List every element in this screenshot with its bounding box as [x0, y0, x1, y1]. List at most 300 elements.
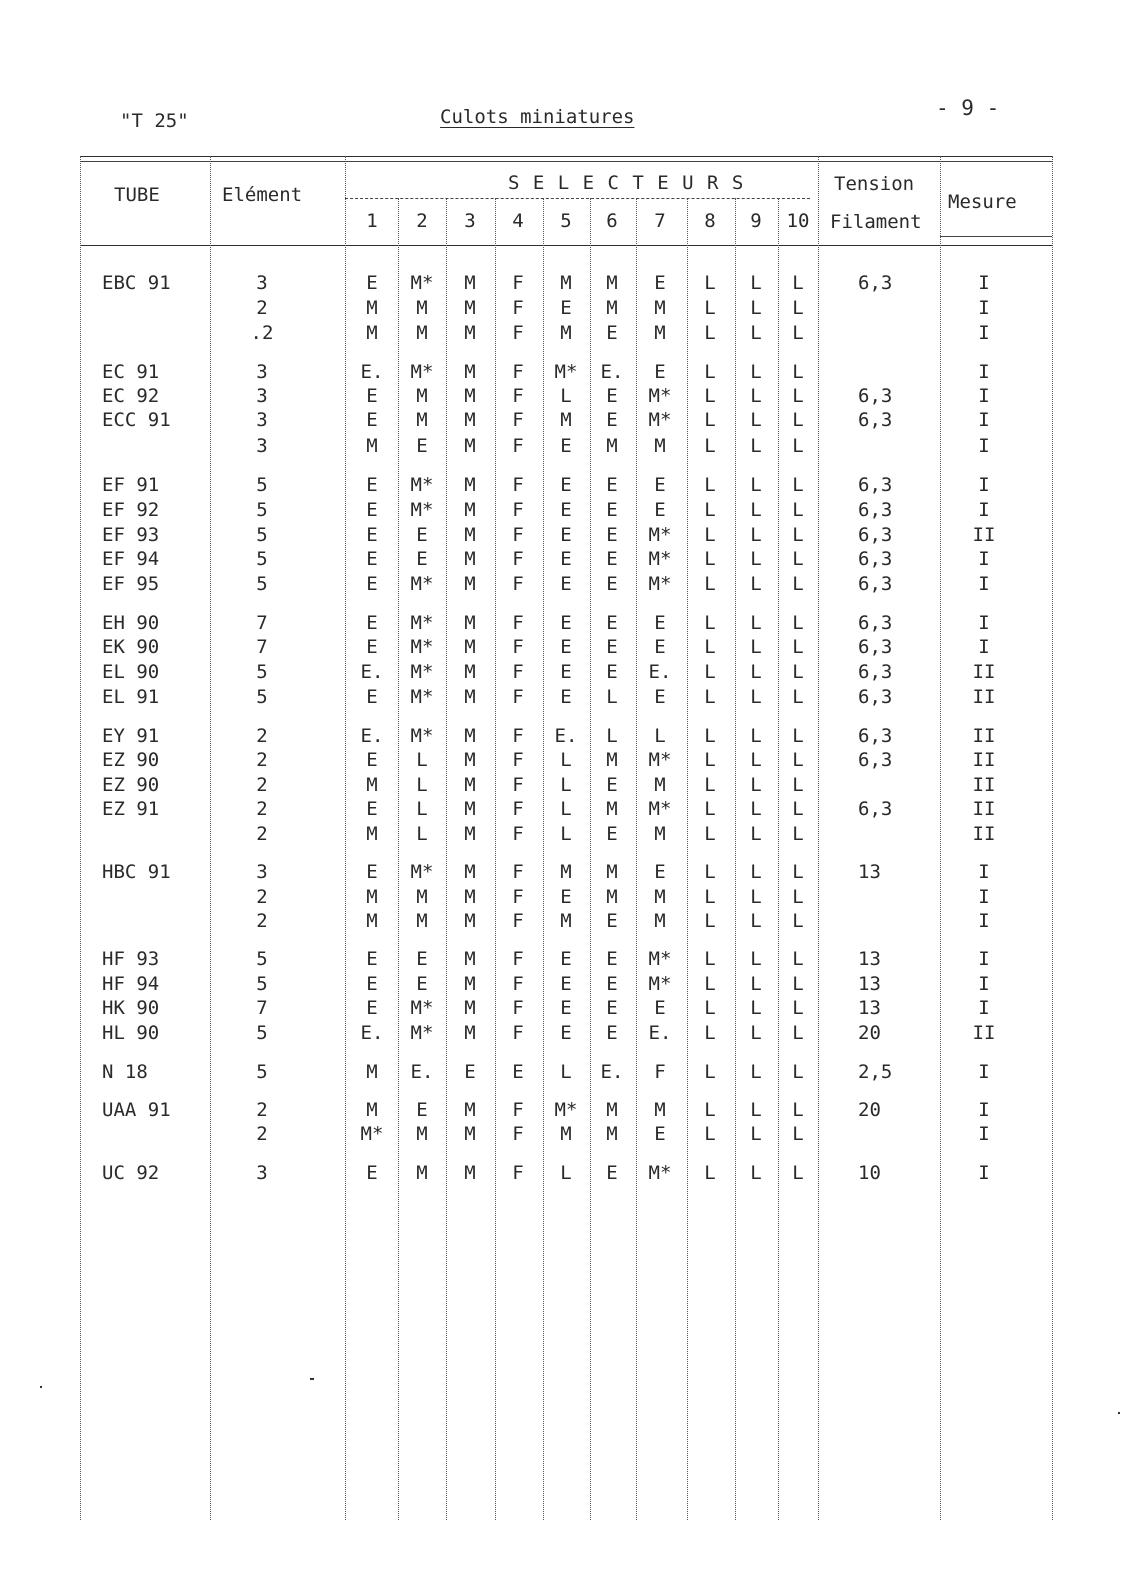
selector-value: E [606, 385, 618, 407]
selector-value: L [792, 725, 804, 747]
selector-value: E [654, 636, 666, 658]
selector-value: E [606, 823, 618, 845]
selector-value: F [512, 1022, 524, 1044]
selector-value: L [416, 798, 428, 820]
selector-value: F [512, 774, 524, 796]
tension-filament: 6,3 [858, 686, 893, 708]
tension-filament: 13 [858, 997, 881, 1019]
tube-name: HL 90 [102, 1022, 160, 1044]
selector-value: L [792, 524, 804, 546]
tube-name: HBC 91 [102, 861, 171, 883]
selector-value: F [512, 798, 524, 820]
selector-value: L [704, 823, 716, 845]
tube-name: EZ 90 [102, 774, 160, 796]
selector-value: M [464, 973, 476, 995]
selector-value: L [704, 409, 716, 431]
selector-value: L [704, 1022, 716, 1044]
selector-value: M [464, 749, 476, 771]
selector-value: E [654, 997, 666, 1019]
selector-value: M [654, 435, 666, 457]
selector-value: M [606, 1099, 618, 1121]
mesure-rule [940, 236, 1052, 237]
mesure-value: I [978, 886, 990, 908]
selector-value: L [750, 725, 762, 747]
selector-value: E [606, 910, 618, 932]
selector-value: E [366, 636, 378, 658]
mesure-value: I [978, 474, 990, 496]
tension-filament: 6,3 [858, 548, 893, 570]
selector-number-9: 9 [750, 210, 762, 232]
selector-value: M [464, 409, 476, 431]
selector-value: M [416, 886, 428, 908]
selector-value: E [606, 612, 618, 634]
selector-value: L [704, 948, 716, 970]
selector-value: L [792, 1099, 804, 1121]
selector-value: M [654, 823, 666, 845]
selector-value: E [560, 948, 572, 970]
selector-value: E [366, 524, 378, 546]
selector-value: L [750, 686, 762, 708]
selector-value: F [512, 548, 524, 570]
selector-value: E [416, 524, 428, 546]
mesure-value: I [978, 910, 990, 932]
selector-value: L [704, 474, 716, 496]
element-count: 7 [256, 636, 268, 658]
selector-value: E [366, 409, 378, 431]
selector-value: E [654, 861, 666, 883]
tube-name: HF 93 [102, 948, 160, 970]
selector-value: L [654, 725, 666, 747]
selector-value: E [606, 1022, 618, 1044]
selector-number-7: 7 [654, 210, 666, 232]
selector-value: E [560, 524, 572, 546]
selector-value: L [792, 612, 804, 634]
selector-value: M* [648, 948, 672, 970]
selector-value: M* [410, 272, 434, 294]
element-count: 5 [256, 1022, 268, 1044]
element-count: 7 [256, 997, 268, 1019]
selector-value: L [792, 361, 804, 383]
selector-value: M [464, 997, 476, 1019]
selector-value: M [366, 823, 378, 845]
selector-value: L [704, 1099, 716, 1121]
selector-value: M [654, 297, 666, 319]
selector-value: L [792, 409, 804, 431]
tension-filament: 6,3 [858, 573, 893, 595]
selector-value: M* [554, 1099, 578, 1121]
element-count: 2 [256, 297, 268, 319]
tube-name: EF 95 [102, 573, 160, 595]
selector-value: L [704, 322, 716, 344]
tube-name: EF 94 [102, 548, 160, 570]
selector-value: L [704, 686, 716, 708]
selector-value: L [560, 749, 572, 771]
selector-value: F [512, 272, 524, 294]
selector-value: E [654, 474, 666, 496]
selector-value: L [750, 997, 762, 1019]
tube-name: EF 91 [102, 474, 160, 496]
selector-value: E [464, 1061, 476, 1083]
selector-value: M [366, 910, 378, 932]
selector-value: M* [554, 361, 578, 383]
selector-value: E [654, 499, 666, 521]
selector-value: E. [360, 661, 384, 683]
tube-name: EK 90 [102, 636, 160, 658]
selector-value: E [366, 573, 378, 595]
selector-value: E [606, 524, 618, 546]
selector-value: L [704, 499, 716, 521]
selector-value: M* [410, 361, 434, 383]
selector-value: L [560, 774, 572, 796]
element-count: 5 [256, 948, 268, 970]
selector-value: E [560, 886, 572, 908]
selector-value: F [512, 997, 524, 1019]
selector-number-1: 1 [366, 210, 378, 232]
tube-name: EY 91 [102, 725, 160, 747]
selector-value: F [512, 573, 524, 595]
divider-s3 [495, 198, 496, 1520]
selector-value: M* [648, 749, 672, 771]
selector-value: M* [648, 385, 672, 407]
selector-value: M [606, 272, 618, 294]
tube-name: HK 90 [102, 997, 160, 1019]
selector-value: L [750, 297, 762, 319]
element-count: 2 [256, 823, 268, 845]
selector-value: E [606, 774, 618, 796]
selector-value: L [750, 385, 762, 407]
element-count: 2 [256, 1099, 268, 1121]
selector-value: M [464, 548, 476, 570]
selector-value: M [560, 409, 572, 431]
selector-value: L [704, 661, 716, 683]
selector-value: M [366, 886, 378, 908]
selector-value: F [512, 861, 524, 883]
selector-value: E [606, 499, 618, 521]
selector-value: L [792, 297, 804, 319]
mesure-value: II [972, 774, 996, 796]
selector-value: E [366, 686, 378, 708]
tube-name: UAA 91 [102, 1099, 171, 1121]
selector-value: L [750, 499, 762, 521]
mesure-value: II [972, 1022, 996, 1044]
selector-value: L [560, 823, 572, 845]
element-count: 5 [256, 548, 268, 570]
selector-value: E. [360, 361, 384, 383]
selector-value: M* [410, 499, 434, 521]
selector-value: E. [410, 1061, 434, 1083]
selector-value: M [366, 774, 378, 796]
tube-name: EF 92 [102, 499, 160, 521]
selector-value: L [704, 1061, 716, 1083]
selector-value: E [366, 474, 378, 496]
element-count: 3 [256, 409, 268, 431]
mesure-value: I [978, 322, 990, 344]
selector-value: L [792, 573, 804, 595]
mesure-value: I [978, 409, 990, 431]
selector-value: M [464, 1022, 476, 1044]
selector-value: M [464, 886, 476, 908]
tube-name: EZ 91 [102, 798, 160, 820]
selector-value: F [512, 910, 524, 932]
selector-value: M [416, 1162, 428, 1184]
selector-number-2: 2 [416, 210, 428, 232]
selector-value: L [704, 725, 716, 747]
divider-element [345, 156, 346, 1520]
divider-s6 [636, 198, 637, 1520]
selector-value: L [704, 910, 716, 932]
selector-value: F [512, 474, 524, 496]
element-count: 5 [256, 1061, 268, 1083]
selector-value: E [512, 1061, 524, 1083]
selector-value: L [750, 524, 762, 546]
selector-value: M [464, 524, 476, 546]
selector-value: E [366, 499, 378, 521]
border-right [1052, 156, 1053, 1520]
mesure-value: I [978, 973, 990, 995]
element-count: 5 [256, 973, 268, 995]
selector-value: F [512, 1162, 524, 1184]
divider-s4 [543, 198, 544, 1520]
selector-value: M [654, 774, 666, 796]
selector-value: L [792, 973, 804, 995]
selector-value: L [792, 910, 804, 932]
mesure-value: I [978, 997, 990, 1019]
selector-value: E [560, 997, 572, 1019]
selector-value: M* [410, 573, 434, 595]
tube-name: EZ 90 [102, 749, 160, 771]
element-count: 3 [256, 861, 268, 883]
selector-value: L [792, 749, 804, 771]
selector-value: E [560, 297, 572, 319]
selector-value: M [606, 1123, 618, 1145]
divider-s2 [446, 198, 447, 1520]
selector-value: E [654, 1123, 666, 1145]
selector-value: L [750, 612, 762, 634]
selector-value: M [464, 499, 476, 521]
selector-value: L [750, 886, 762, 908]
header-selecteurs: S E L E C T E U R S [508, 172, 745, 194]
speck [1118, 1412, 1120, 1414]
selector-value: M [416, 910, 428, 932]
top-rule-1 [80, 156, 1052, 157]
header-tube: TUBE [114, 184, 160, 206]
mesure-value: II [972, 823, 996, 845]
selector-value: L [560, 385, 572, 407]
selector-value: F [512, 499, 524, 521]
tension-filament: 2,5 [858, 1061, 893, 1083]
selector-value: L [704, 1162, 716, 1184]
selector-value: L [704, 973, 716, 995]
selector-value: L [792, 823, 804, 845]
selector-value: M [464, 612, 476, 634]
selector-value: M* [410, 612, 434, 634]
selector-value: M [654, 886, 666, 908]
selector-value: L [750, 435, 762, 457]
selector-value: E [606, 548, 618, 570]
selector-value: L [792, 499, 804, 521]
selector-value: F [512, 823, 524, 845]
selector-value: L [704, 774, 716, 796]
tension-filament: 6,3 [858, 612, 893, 634]
selector-value: L [750, 749, 762, 771]
selector-value: M* [410, 661, 434, 683]
selector-value: L [704, 548, 716, 570]
selector-value: L [792, 1123, 804, 1145]
header-filament: Filament [830, 211, 922, 233]
element-count: .2 [250, 322, 274, 344]
selector-value: M [606, 749, 618, 771]
selector-value: E [606, 573, 618, 595]
selector-value: E [560, 474, 572, 496]
selector-value: E [366, 948, 378, 970]
mesure-value: I [978, 612, 990, 634]
selector-value: L [704, 573, 716, 595]
element-count: 2 [256, 798, 268, 820]
mesure-value: I [978, 499, 990, 521]
selector-value: M [606, 798, 618, 820]
selector-value: E [560, 612, 572, 634]
selector-value: L [750, 636, 762, 658]
mesure-value: I [978, 573, 990, 595]
selector-value: M* [410, 686, 434, 708]
selector-value: M* [648, 973, 672, 995]
selector-value: L [792, 1061, 804, 1083]
selector-value: M [606, 861, 618, 883]
tension-filament: 13 [858, 948, 881, 970]
selector-value: M [464, 361, 476, 383]
selector-value: M [416, 322, 428, 344]
selector-value: M [366, 1099, 378, 1121]
selector-value: L [560, 798, 572, 820]
divider-selecteurs [818, 156, 819, 1520]
selector-value: L [416, 749, 428, 771]
top-rule-2 [80, 161, 1052, 162]
mesure-value: II [972, 798, 996, 820]
selector-value: F [512, 686, 524, 708]
element-count: 3 [256, 385, 268, 407]
element-count: 7 [256, 612, 268, 634]
mesure-value: I [978, 361, 990, 383]
tension-filament: 13 [858, 861, 881, 883]
divider-s7 [687, 198, 688, 1520]
selector-value: M [366, 1061, 378, 1083]
selector-value: M [464, 1123, 476, 1145]
selector-value: M [654, 910, 666, 932]
header-element: Elément [222, 184, 303, 206]
selector-value: L [704, 272, 716, 294]
selector-value: M [464, 661, 476, 683]
selector-value: L [704, 524, 716, 546]
selector-value: M [654, 1099, 666, 1121]
selector-value: M [606, 297, 618, 319]
selector-value: M [464, 798, 476, 820]
selector-value: E [606, 1162, 618, 1184]
element-count: 5 [256, 524, 268, 546]
mesure-value: I [978, 548, 990, 570]
selector-value: L [750, 322, 762, 344]
selector-value: L [606, 725, 618, 747]
selector-value: E [560, 548, 572, 570]
selector-value: M* [410, 474, 434, 496]
element-count: 5 [256, 686, 268, 708]
selector-value: E [606, 409, 618, 431]
selector-value: M* [410, 861, 434, 883]
selector-value: M* [648, 1162, 672, 1184]
selector-value: L [750, 973, 762, 995]
element-count: 2 [256, 1123, 268, 1145]
selector-value: L [750, 661, 762, 683]
selector-value: L [750, 1123, 762, 1145]
selector-value: M* [410, 725, 434, 747]
selector-value: E [366, 798, 378, 820]
selector-value: L [560, 1061, 572, 1083]
selector-value: F [512, 385, 524, 407]
selector-value: L [792, 548, 804, 570]
tension-filament: 6,3 [858, 499, 893, 521]
selector-value: F [512, 973, 524, 995]
selector-value: M [464, 385, 476, 407]
selector-value: F [512, 612, 524, 634]
mesure-value: II [972, 524, 996, 546]
selector-value: L [750, 861, 762, 883]
selector-number-8: 8 [704, 210, 716, 232]
selector-number-3: 3 [464, 210, 476, 232]
selector-value: F [512, 1099, 524, 1121]
border-left [80, 156, 81, 1520]
selector-value: M [464, 272, 476, 294]
selector-value: E [560, 686, 572, 708]
element-count: 5 [256, 474, 268, 496]
tube-name: EL 90 [102, 661, 160, 683]
selector-value: L [792, 886, 804, 908]
element-count: 5 [256, 499, 268, 521]
selector-value: L [792, 1022, 804, 1044]
element-count: 5 [256, 573, 268, 595]
selector-value: M [464, 910, 476, 932]
element-count: 3 [256, 272, 268, 294]
element-count: 2 [256, 725, 268, 747]
selector-value: M* [410, 997, 434, 1019]
tension-filament: 6,3 [858, 474, 893, 496]
mesure-value: II [972, 749, 996, 771]
selector-value: E [606, 322, 618, 344]
selector-value: E [606, 474, 618, 496]
selector-value: L [750, 798, 762, 820]
tension-filament: 13 [858, 973, 881, 995]
selector-value: M [560, 1123, 572, 1145]
tube-name: EH 90 [102, 612, 160, 634]
selector-value: L [750, 409, 762, 431]
selector-value: M* [648, 409, 672, 431]
selector-value: M [416, 1123, 428, 1145]
mesure-value: I [978, 1162, 990, 1184]
tension-filament: 20 [858, 1022, 881, 1044]
selector-value: F [512, 322, 524, 344]
selector-value: M [464, 435, 476, 457]
selector-value: M* [410, 1022, 434, 1044]
mesure-value: II [972, 725, 996, 747]
selector-value: M [606, 886, 618, 908]
mesure-value: I [978, 636, 990, 658]
divider-tube [210, 156, 211, 1520]
selector-value: F [512, 948, 524, 970]
element-count: 2 [256, 886, 268, 908]
header-mesure: Mesure [948, 191, 1017, 213]
selector-value: M [464, 573, 476, 595]
selector-value: F [512, 1123, 524, 1145]
selector-value: L [792, 474, 804, 496]
mesure-value: I [978, 948, 990, 970]
